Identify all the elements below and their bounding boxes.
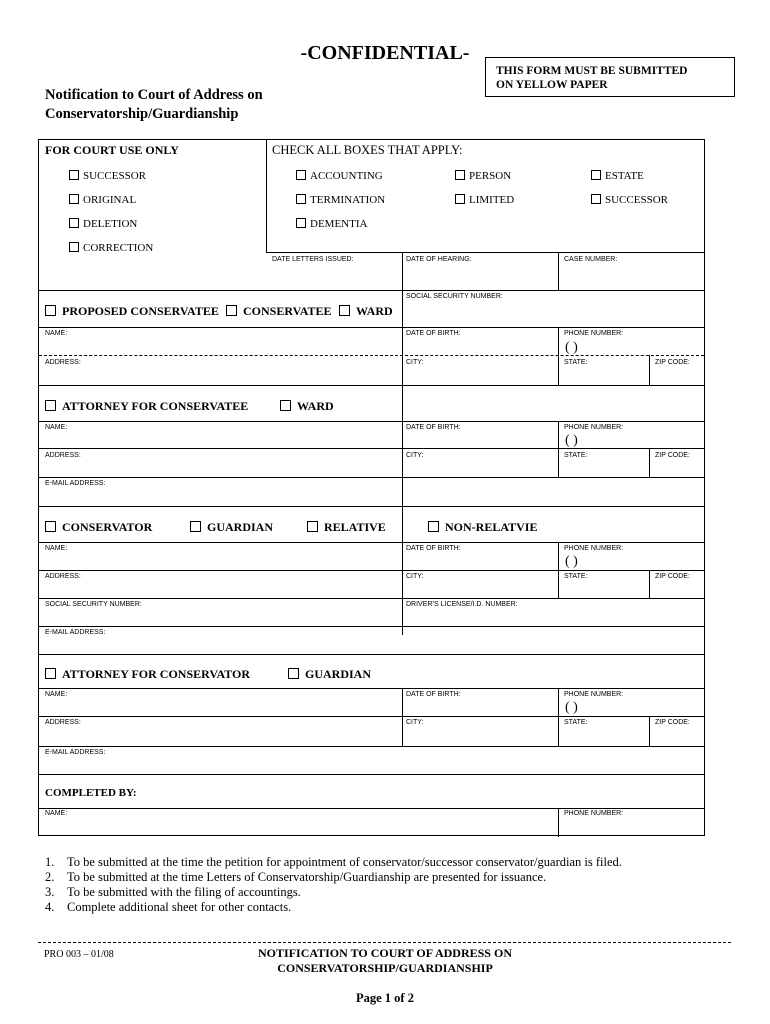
instruction-item: 1. To be submitted at the time the petition for appointment of conservator/successor conservator/guardian is filed. [45,855,622,869]
attorney-for-conservatee-checkbox[interactable]: ATTORNEY FOR CONSERVATEE [45,399,248,413]
form-code: PRO 003 – 01/08 [44,949,114,960]
notice-line-1: THIS FORM MUST BE SUBMITTED [496,65,688,77]
attorney-guardian-checkbox[interactable]: GUARDIAN [288,667,371,681]
checkbox-square [45,400,56,411]
rule [649,716,650,746]
non-relative-checkbox[interactable]: NON-RELATVIE [428,520,537,534]
rule [39,570,704,571]
attorney-conservatee-zip-field[interactable]: ZIP CODE: [655,452,690,459]
checkbox-square [69,218,79,228]
checkbox-square [45,521,56,532]
conservatee-zip-field[interactable]: ZIP CODE: [655,359,690,366]
conservatee-dob-field[interactable]: DATE OF BIRTH: [406,330,461,337]
footer-divider [38,942,731,943]
date-letters-issued-field[interactable]: DATE LETTERS ISSUED: [272,256,354,263]
rule [39,598,704,599]
rule [39,477,704,478]
rule [39,506,704,507]
relative-checkbox[interactable]: RELATIVE [307,520,386,534]
successor-type-checkbox[interactable]: SUCCESSOR [591,194,668,207]
conservatee-phone-field[interactable]: PHONE NUMBER: [564,330,624,337]
rule [39,808,704,809]
conservatee-state-field[interactable]: STATE: [564,359,588,366]
rule [39,716,704,717]
rule [558,808,559,837]
rule [39,327,704,328]
checkbox-square [591,170,601,180]
attorney-conservator-state-field[interactable]: STATE: [564,719,588,726]
deletion-checkbox[interactable]: DELETION [69,218,137,231]
rule [39,421,704,422]
area-code-parens: ( ) [565,700,578,715]
conservatee-city-field[interactable]: CITY: [406,359,424,366]
checkbox-square [69,242,79,252]
attorney-conservatee-dob-field[interactable]: DATE OF BIRTH: [406,424,461,431]
instruction-item: 4. Complete additional sheet for other contacts. [45,900,292,914]
checkbox-square [280,400,291,411]
conservator-email-field[interactable]: E-MAIL ADDRESS: [45,629,106,636]
rule [649,570,650,598]
yellow-paper-notice [485,57,735,97]
attorney-conservator-email-field[interactable]: E-MAIL ADDRESS: [45,749,106,756]
attorney-conservator-dob-field[interactable]: DATE OF BIRTH: [406,691,461,698]
form-title [45,86,263,124]
attorney-conservator-name-field[interactable]: NAME: [45,691,68,698]
instruction-item: 2. To be submitted at the time Letters of Conservatorship/Guardianship are presented for issuance. [45,870,547,884]
limited-checkbox[interactable]: LIMITED [455,194,514,207]
checkbox-square [69,170,79,180]
rule [266,252,704,253]
checkbox-square [45,305,56,316]
attorney-ward-checkbox[interactable]: WARD [280,399,334,413]
area-code-parens: ( ) [565,433,578,448]
form-title-line-2: Conservatorship/Guardianship [45,106,239,122]
completed-by-name-field[interactable]: NAME: [45,810,68,817]
checkbox-square [296,218,306,228]
date-of-hearing-field[interactable]: DATE OF HEARING: [406,256,472,263]
check-all-label: CHECK ALL BOXES THAT APPLY: [272,143,463,157]
rule [39,654,704,655]
rule [39,688,704,689]
court-use-label: FOR COURT USE ONLY [45,143,179,157]
footer-title [230,946,540,976]
completed-by-label: COMPLETED BY: [45,787,137,799]
attorney-conservatee-address-field[interactable]: ADDRESS: [45,452,81,459]
rule [39,355,704,356]
termination-checkbox[interactable]: TERMINATION [296,194,385,207]
conservator-ssn-field[interactable]: SOCIAL SECURITY NUMBER: [45,601,142,608]
rule [39,626,704,627]
estate-checkbox[interactable]: ESTATE [591,170,644,183]
guardian-checkbox[interactable]: GUARDIAN [190,520,273,534]
checkbox-square [288,668,299,679]
dementia-checkbox[interactable]: DEMENTIA [296,218,367,231]
rule [402,688,403,746]
conservatee-checkbox[interactable]: CONSERVATEE [226,304,332,318]
completed-by-phone-field[interactable]: PHONE NUMBER: [564,810,624,817]
conservator-checkbox[interactable]: CONSERVATOR [45,520,152,534]
checkbox-square [296,194,306,204]
rule [39,746,704,747]
form-title-line-1: Notification to Court of Address on [45,87,263,103]
conservator-license-field[interactable]: DRIVER’S LICENSE/I.D. NUMBER: [406,601,518,608]
checkbox-square [428,521,439,532]
rule [558,252,559,290]
person-checkbox[interactable]: PERSON [455,170,511,183]
conservator-city-field[interactable]: CITY: [406,573,424,580]
rule [649,448,650,477]
checkbox-square [455,170,465,180]
checkbox-square [296,170,306,180]
conservator-phone-field[interactable]: PHONE NUMBER: [564,545,624,552]
page-number: Page 1 of 2 [356,991,414,1005]
conservator-address-field[interactable]: ADDRESS: [45,573,81,580]
conservatee-address-field[interactable]: ADDRESS: [45,359,81,366]
attorney-conservator-city-field[interactable]: CITY: [406,719,424,726]
rule [558,688,559,746]
rule [39,542,704,543]
checkbox-square [69,194,79,204]
area-code-parens: ( ) [565,554,578,569]
attorney-conservator-address-field[interactable]: ADDRESS: [45,719,81,726]
original-checkbox[interactable]: ORIGINAL [69,194,136,207]
instruction-item: 3. To be submitted with the filing of accountings. [45,885,301,899]
conservator-dob-field[interactable]: DATE OF BIRTH: [406,545,461,552]
checkbox-square [339,305,350,316]
area-code-parens: ( ) [565,340,578,355]
attorney-conservatee-city-field[interactable]: CITY: [406,452,424,459]
rule [558,421,559,477]
attorney-conservatee-name-field[interactable]: NAME: [45,424,68,431]
conservator-state-field[interactable]: STATE: [564,573,588,580]
rule [39,774,704,775]
attorney-conservatee-email-field[interactable]: E-MAIL ADDRESS: [45,480,106,487]
notice-line-2: ON YELLOW PAPER [496,79,608,91]
rule [39,448,704,449]
form-body [38,139,705,836]
court-use-divider [266,140,267,252]
attorney-conservatee-phone-field[interactable]: PHONE NUMBER: [564,424,624,431]
conservator-zip-field[interactable]: ZIP CODE: [655,573,690,580]
accounting-checkbox[interactable]: ACCOUNTING [296,170,383,183]
checkbox-square [226,305,237,316]
ward-checkbox[interactable]: WARD [339,304,393,318]
footer-title-line-1: NOTIFICATION TO COURT OF ADDRESS ON [258,946,512,960]
rule [39,290,704,291]
checkbox-square [190,521,201,532]
successor-checkbox[interactable]: SUCCESSOR [69,170,146,183]
attorney-conservator-phone-field[interactable]: PHONE NUMBER: [564,691,624,698]
checkbox-square [455,194,465,204]
conservator-name-field[interactable]: NAME: [45,545,68,552]
footer-title-line-2: CONSERVATORSHIP/GUARDIANSHIP [277,961,493,975]
attorney-for-conservator-checkbox[interactable]: ATTORNEY FOR CONSERVATOR [45,667,250,681]
correction-checkbox[interactable]: CORRECTION [69,242,153,255]
proposed-conservatee-checkbox[interactable]: PROPOSED CONSERVATEE [45,304,219,318]
rule [558,327,559,385]
checkbox-square [307,521,318,532]
rule [402,252,403,635]
case-number-field[interactable]: CASE NUMBER: [564,256,618,263]
attorney-conservator-zip-field[interactable]: ZIP CODE: [655,719,690,726]
confidential-heading: -CONFIDENTIAL- [300,42,470,64]
rule [39,385,704,386]
conservatee-ssn-field[interactable]: SOCIAL SECURITY NUMBER: [406,293,503,300]
attorney-conservatee-state-field[interactable]: STATE: [564,452,588,459]
rule [649,355,650,385]
conservatee-name-field[interactable]: NAME: [45,330,68,337]
checkbox-square [45,668,56,679]
checkbox-square [591,194,601,204]
instructions-list [45,855,622,915]
